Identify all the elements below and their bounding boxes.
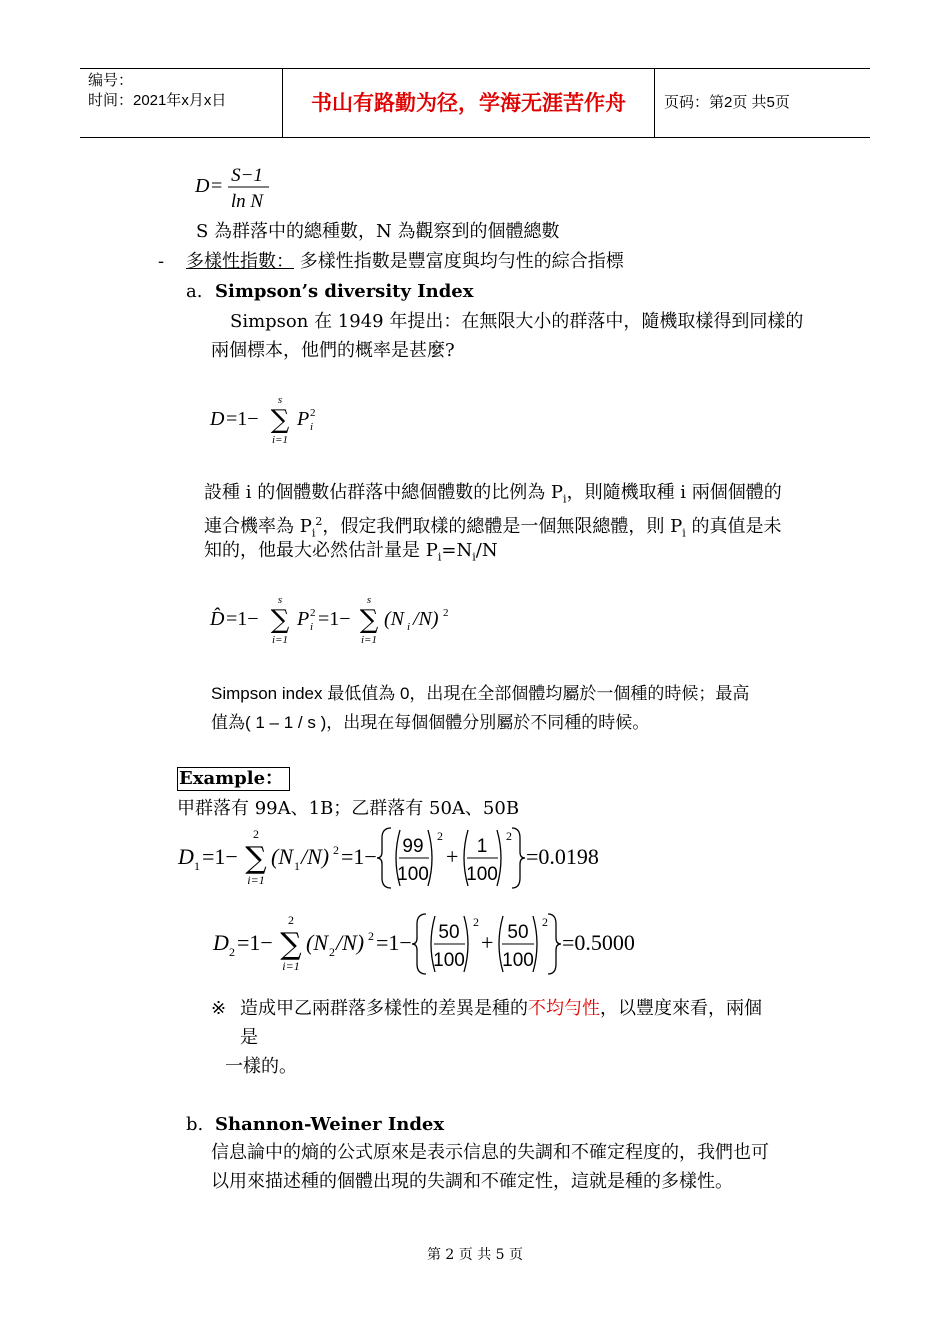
assume-line-3 xyxy=(204,537,498,572)
assume-text: =N xyxy=(441,540,473,561)
formula-result: =0.5000 xyxy=(562,930,635,955)
number-label: 编号： xyxy=(88,72,134,89)
d1-formula xyxy=(170,822,620,894)
item-a-title: Simpson’s diversity Index xyxy=(215,281,474,302)
range-line-1: Simpson index 最低值為 0，出現在全部個體均屬於一個種的時候；最高 xyxy=(211,684,750,703)
formula-term: P xyxy=(297,608,310,630)
term-sup: 2 xyxy=(310,407,316,419)
simpson-para-line-2: 兩個標本，他們的概率是甚麼? xyxy=(211,340,455,361)
term-sup: 2 xyxy=(333,843,339,857)
subscript: i xyxy=(563,492,567,506)
s-definition: S 為群落中的總種數，N 為觀察到的個體總數 xyxy=(196,221,560,242)
assume-text: 設種 i 的個體數佔群落中總個體數的比例為 P xyxy=(204,482,564,503)
assume-text: 連合機率為 P xyxy=(204,516,312,537)
sum-upper: s xyxy=(277,594,283,606)
sum-lower: i=1 xyxy=(247,873,265,887)
left-brace xyxy=(377,828,391,888)
subscript: i xyxy=(682,526,686,540)
term-sup: 2 xyxy=(473,915,479,929)
formula-lhs: D̂ xyxy=(210,608,225,630)
margalef-formula xyxy=(190,158,300,218)
diversity-line xyxy=(186,248,624,276)
bullet-dash: - xyxy=(158,251,165,272)
formula-lhs: D xyxy=(213,930,229,955)
note-marker: ※ xyxy=(211,998,227,1019)
formula-result: =0.0198 xyxy=(526,844,599,869)
note-text: 造成甲乙兩群落多樣性的差異是種的 xyxy=(240,998,528,1019)
plus-sign: + xyxy=(481,930,494,955)
assume-text: ，假定我們取樣的總體是一個無限總體，則 P xyxy=(322,516,683,537)
term-sub: i xyxy=(407,621,411,633)
formula-equals: = xyxy=(211,175,223,197)
header-info-cell xyxy=(80,69,283,137)
term-sup: 2 xyxy=(310,607,316,619)
term-sup: 2 xyxy=(437,829,443,843)
shannon-line-1: 信息論中的熵的公式原來是表示信息的失調和不確定程度的，我們也可 xyxy=(211,1142,769,1163)
item-b-title: Shannon-Weiner Index xyxy=(215,1114,445,1135)
range-line-2: 值為( 1 – 1 / s )，出現在每個個體分別屬於不同種的時候。 xyxy=(211,713,650,732)
right-brace xyxy=(512,828,525,888)
subscript: i xyxy=(437,550,442,564)
sum-upper: s xyxy=(277,394,283,406)
formula-ratio: (N xyxy=(384,608,404,630)
sum-symbol: ∑ xyxy=(270,605,290,635)
sum-lower: i=1 xyxy=(272,434,288,446)
diversity-term: 多樣性指數： xyxy=(186,251,294,272)
term-sup: 2 xyxy=(368,929,374,943)
note-highlight: 不均勻性 xyxy=(528,998,600,1019)
lhs-sub: 1 xyxy=(194,859,200,873)
right-brace xyxy=(548,914,561,974)
formula-lhs: D xyxy=(210,408,225,430)
fraction-numerator: 1 xyxy=(476,836,488,857)
lhs-sub: 2 xyxy=(229,945,235,959)
sum-symbol: ∑ xyxy=(280,927,302,962)
example-text: 甲群落有 99A、1B；乙群落有 50A、50B xyxy=(177,798,520,819)
assume-text: ，則隨機取種 i 兩個個體的 xyxy=(566,482,782,503)
note-text: ，以豐度來看，兩個 xyxy=(600,998,762,1019)
header-motto-cell xyxy=(283,69,655,137)
formula-ratio: /N) xyxy=(336,930,365,955)
example-label: Example： xyxy=(177,767,290,791)
assume-text: /N xyxy=(475,540,498,561)
simpson-para-line-1: Simpson 在 1949 年提出：在無限大小的群落中，隨機取樣得到同樣的 xyxy=(230,311,804,332)
term-sup: 2 xyxy=(506,829,512,843)
term-sub: 2 xyxy=(329,945,335,959)
formula-mid: =1− xyxy=(341,844,377,869)
sum-lower: i=1 xyxy=(272,634,288,646)
note-line-2: 是 xyxy=(240,1027,258,1048)
superscript: 2 xyxy=(315,515,323,528)
header-page-cell xyxy=(655,69,870,137)
term-sub: i xyxy=(310,421,314,433)
d2-formula xyxy=(205,908,655,980)
term-sub: i xyxy=(310,621,314,633)
formula-term: P xyxy=(297,408,310,430)
sum-lower: i=1 xyxy=(282,959,300,973)
formula-lhs: D xyxy=(178,844,194,869)
page-header xyxy=(80,68,870,138)
fraction-denominator: 100 xyxy=(502,950,534,971)
sum-upper: 2 xyxy=(253,827,259,841)
term-sup: 2 xyxy=(542,915,548,929)
item-b-marker: b. xyxy=(186,1114,204,1135)
formula-ratio: (N xyxy=(271,844,293,869)
subscript: i xyxy=(311,526,316,540)
sum-symbol: ∑ xyxy=(245,841,267,876)
subscript: i xyxy=(472,550,476,564)
formula-denominator: ln N xyxy=(230,191,264,212)
diversity-desc: 多樣性指數是豐富度與均勻性的綜合指標 xyxy=(294,251,624,272)
simpson-formula xyxy=(200,390,340,450)
plus-sign: + xyxy=(446,844,459,869)
fraction-numerator: 50 xyxy=(507,922,529,943)
fraction-numerator: 50 xyxy=(438,922,460,943)
formula-prefix: =1− xyxy=(226,408,259,430)
sum-lower: i=1 xyxy=(361,634,377,646)
fraction-denominator: 100 xyxy=(466,864,498,885)
formula-mid: =1− xyxy=(376,930,412,955)
note-line-3: 一樣的。 xyxy=(225,1056,297,1077)
assume-text: 知的，他最大必然估計量是 P xyxy=(204,540,438,561)
formula-prefix: =1− xyxy=(202,844,238,869)
term-sup: 2 xyxy=(443,607,449,619)
formula-mid: =1− xyxy=(318,608,351,630)
formula-ratio: /N) xyxy=(413,608,439,630)
simpson-hat-formula xyxy=(200,590,470,650)
formula-numerator: S−1 xyxy=(231,165,263,186)
item-a-marker: a. xyxy=(186,281,203,302)
time-label: 时间：2021年x月x日 xyxy=(88,92,227,109)
formula-prefix: =1− xyxy=(237,930,273,955)
fraction-numerator: 99 xyxy=(402,836,424,857)
formula-lhs: D xyxy=(195,175,210,197)
note-line-1 xyxy=(240,995,762,1023)
assume-text: 的真值是未 xyxy=(685,516,782,537)
fraction-denominator: 100 xyxy=(433,950,465,971)
formula-prefix: =1− xyxy=(226,608,259,630)
left-brace xyxy=(412,914,426,974)
sum-upper: 2 xyxy=(288,913,294,927)
fraction-denominator: 100 xyxy=(397,864,429,885)
sum-upper: s xyxy=(366,594,372,606)
term-sub: 1 xyxy=(294,859,300,873)
sum-symbol: ∑ xyxy=(359,605,379,635)
motto: 书山有路勤为径，学海无涯苦作舟 xyxy=(311,92,626,115)
sum-symbol: ∑ xyxy=(270,405,290,435)
page-label: 页码：第2页 共5页 xyxy=(664,94,790,111)
formula-ratio: /N) xyxy=(301,844,330,869)
shannon-line-2: 以用來描述種的個體出現的失調和不確定性，這就是種的多樣性。 xyxy=(211,1171,733,1192)
page-footer: 第 2 页 共 5 页 xyxy=(426,1247,524,1263)
formula-ratio: (N xyxy=(306,930,328,955)
